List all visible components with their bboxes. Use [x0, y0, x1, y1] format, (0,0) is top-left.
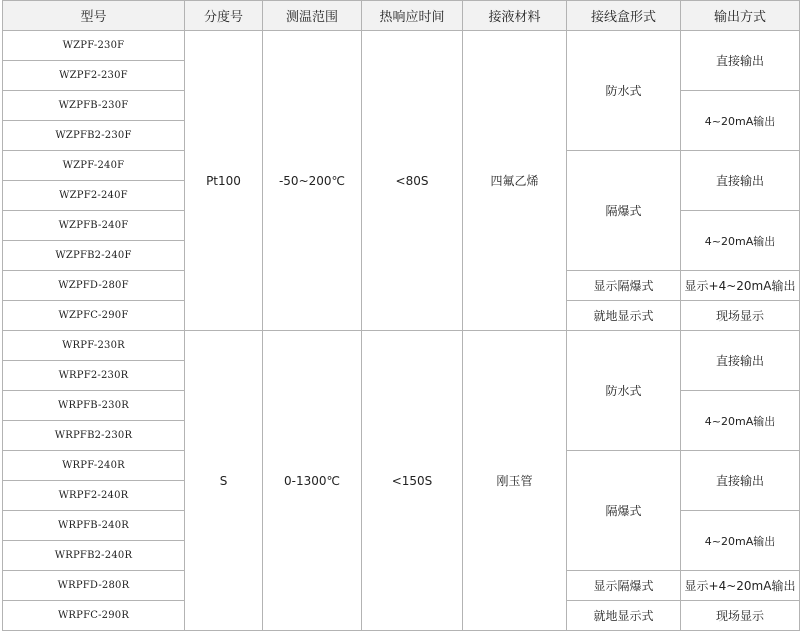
output-cell: 直接输出 — [681, 451, 800, 511]
table-row — [3, 31, 800, 61]
model-cell: WRPFB2-240R — [3, 541, 185, 571]
model-cell: WZPFC-290F — [3, 301, 185, 331]
header-output: 输出方式 — [681, 1, 800, 31]
box-type-cell: 就地显示式 — [567, 601, 681, 631]
model-cell: WZPFB-230F — [3, 91, 185, 121]
output-cell: 4~20mA输出 — [681, 391, 800, 451]
box-type-cell: 防水式 — [567, 31, 681, 151]
model-cell: WZPF-230F — [3, 31, 185, 61]
box-type-cell: 隔爆式 — [567, 451, 681, 571]
header-index-no: 分度号 — [185, 1, 263, 31]
output-cell: 4~20mA输出 — [681, 91, 800, 151]
material-cell: 四氟乙烯 — [463, 31, 567, 331]
index-no-cell: S — [185, 331, 263, 631]
output-cell: 显示+4~20mA输出 — [681, 271, 800, 301]
temp-range-cell: 0-1300℃ — [263, 331, 362, 631]
header-model: 型号 — [3, 1, 185, 31]
box-type-cell: 隔爆式 — [567, 151, 681, 271]
response-time-cell: <150S — [362, 331, 463, 631]
header-material: 接液材料 — [463, 1, 567, 31]
output-cell: 直接输出 — [681, 331, 800, 391]
output-cell: 现场显示 — [681, 601, 800, 631]
box-type-cell: 显示隔爆式 — [567, 271, 681, 301]
model-cell: WZPFB2-230F — [3, 121, 185, 151]
header-box-type: 接线盒形式 — [567, 1, 681, 31]
box-type-cell: 防水式 — [567, 331, 681, 451]
header-response-time: 热响应时间 — [362, 1, 463, 31]
temp-range-cell: -50~200℃ — [263, 31, 362, 331]
model-cell: WZPF2-240F — [3, 181, 185, 211]
box-type-cell: 显示隔爆式 — [567, 571, 681, 601]
model-cell: WRPF2-230R — [3, 361, 185, 391]
output-cell: 4~20mA输出 — [681, 211, 800, 271]
output-cell: 直接输出 — [681, 31, 800, 91]
model-cell: WZPFB-240F — [3, 211, 185, 241]
material-cell: 刚玉管 — [463, 331, 567, 631]
model-cell: WZPF-240F — [3, 151, 185, 181]
model-cell: WRPFD-280R — [3, 571, 185, 601]
model-cell: WRPF2-240R — [3, 481, 185, 511]
model-cell: WZPFD-280F — [3, 271, 185, 301]
model-cell: WRPFB-240R — [3, 511, 185, 541]
header-row — [3, 1, 800, 31]
output-cell: 现场显示 — [681, 301, 800, 331]
box-type-cell: 就地显示式 — [567, 301, 681, 331]
model-cell: WRPF-240R — [3, 451, 185, 481]
header-temp-range: 测温范围 — [263, 1, 362, 31]
model-cell: WRPFC-290R — [3, 601, 185, 631]
model-cell: WRPFB-230R — [3, 391, 185, 421]
output-cell: 4~20mA输出 — [681, 511, 800, 571]
table-row — [3, 331, 800, 361]
model-cell: WZPFB2-240F — [3, 241, 185, 271]
model-cell: WRPFB2-230R — [3, 421, 185, 451]
response-time-cell: <80S — [362, 31, 463, 331]
model-cell: WRPF-230R — [3, 331, 185, 361]
output-cell: 直接输出 — [681, 151, 800, 211]
output-cell: 显示+4~20mA输出 — [681, 571, 800, 601]
index-no-cell: Pt100 — [185, 31, 263, 331]
spec-table — [2, 0, 800, 631]
model-cell: WZPF2-230F — [3, 61, 185, 91]
